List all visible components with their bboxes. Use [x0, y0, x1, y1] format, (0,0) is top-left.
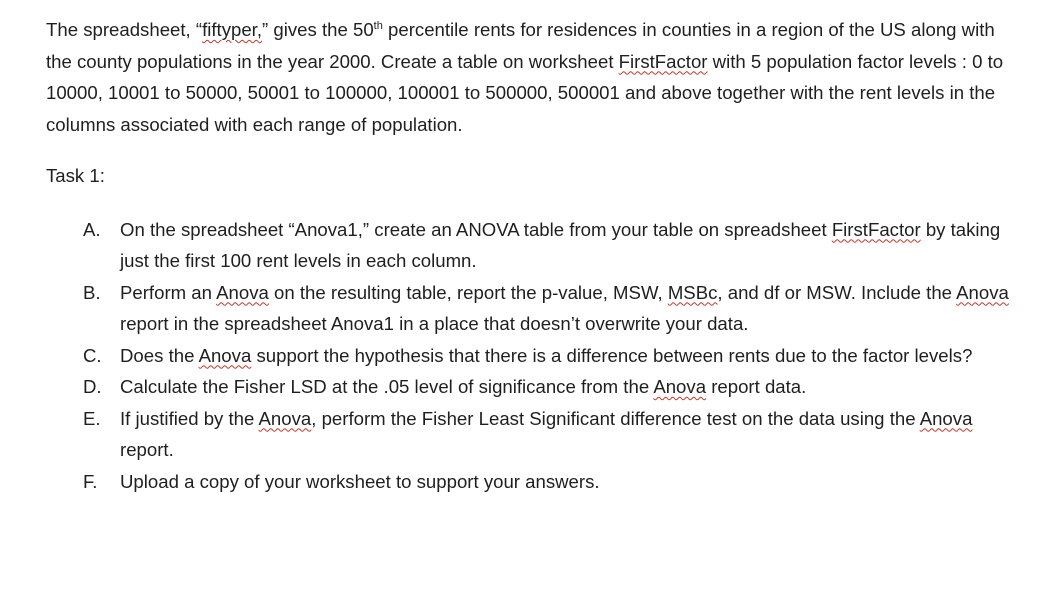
item-text: report. [120, 439, 174, 460]
list-letter: A. [83, 218, 101, 240]
intro-text: ” gives the 50 [262, 19, 374, 40]
list-letter: D. [83, 376, 102, 397]
item-text: , perform the Fisher Least Significant difference test on the data using the [311, 407, 920, 429]
list-item [46, 214, 1016, 277]
list-item [46, 340, 1016, 372]
intro-text: The spreadsheet, “ [46, 19, 203, 40]
item-text: Calculate the Fisher LSD at the .05 level of significance from the [120, 376, 654, 397]
spellcheck-word: fiftyper, [202, 19, 263, 40]
item-text: report in the spreadsheet Anova1 in a place that doesn’t overwrite your data. [120, 313, 749, 334]
item-text: If justified by the [120, 407, 259, 429]
item-text: On the spreadsheet “Anova1,” create an ANOVA table from your table on spreadsheet [120, 218, 832, 240]
list-letter: C. [83, 344, 102, 366]
spellcheck-word: Anova [653, 376, 707, 397]
item-text: support the hypothesis that there is a difference between rents due to the factor levels? [251, 344, 973, 366]
spellcheck-word: Anova [198, 344, 252, 366]
spellcheck-word: Anova [216, 281, 269, 303]
item-text: by taking just the first 100 rent levels in each column. [120, 218, 1001, 271]
intro-text: percentile rents for residences in counties in a region of the US along with the county populations in the year 2000. Create a table on worksheet [46, 19, 995, 72]
spellcheck-word: Anova [258, 407, 312, 429]
spellcheck-word: MSBc [667, 281, 718, 303]
list-item [46, 371, 1016, 403]
task-list [46, 214, 1016, 498]
document-body [46, 14, 1016, 497]
superscript: th [373, 19, 383, 32]
list-item [46, 277, 1016, 340]
list-letter: B. [83, 281, 101, 303]
intro-text: with 5 population factor levels : 0 to 10000, 10001 to 50000, 50001 to 100000, 100001 to 500000, 500001 and above together with the rent levels in the columns associated with each range of population. [46, 50, 1004, 135]
list-item [46, 403, 1016, 466]
spellcheck-word: Anova [919, 407, 973, 429]
list-letter: F. [83, 470, 98, 492]
spellcheck-word: Anova [956, 281, 1009, 303]
spellcheck-word: FirstFactor [831, 218, 921, 240]
item-text: Upload a copy of your worksheet to support your answers. [120, 470, 600, 492]
intro-paragraph [46, 14, 1016, 140]
spellcheck-word: FirstFactor [618, 50, 708, 72]
item-text: on the resulting table, report the p-value, MSW, [268, 281, 668, 303]
list-letter: E. [83, 407, 101, 429]
item-text: Does the [120, 344, 199, 366]
item-text: , and df or MSW. Include the [717, 281, 957, 303]
list-item [46, 466, 1016, 498]
item-text: Perform an [120, 281, 217, 303]
item-text: report data. [706, 376, 807, 397]
task-heading: Task 1: [46, 165, 105, 186]
